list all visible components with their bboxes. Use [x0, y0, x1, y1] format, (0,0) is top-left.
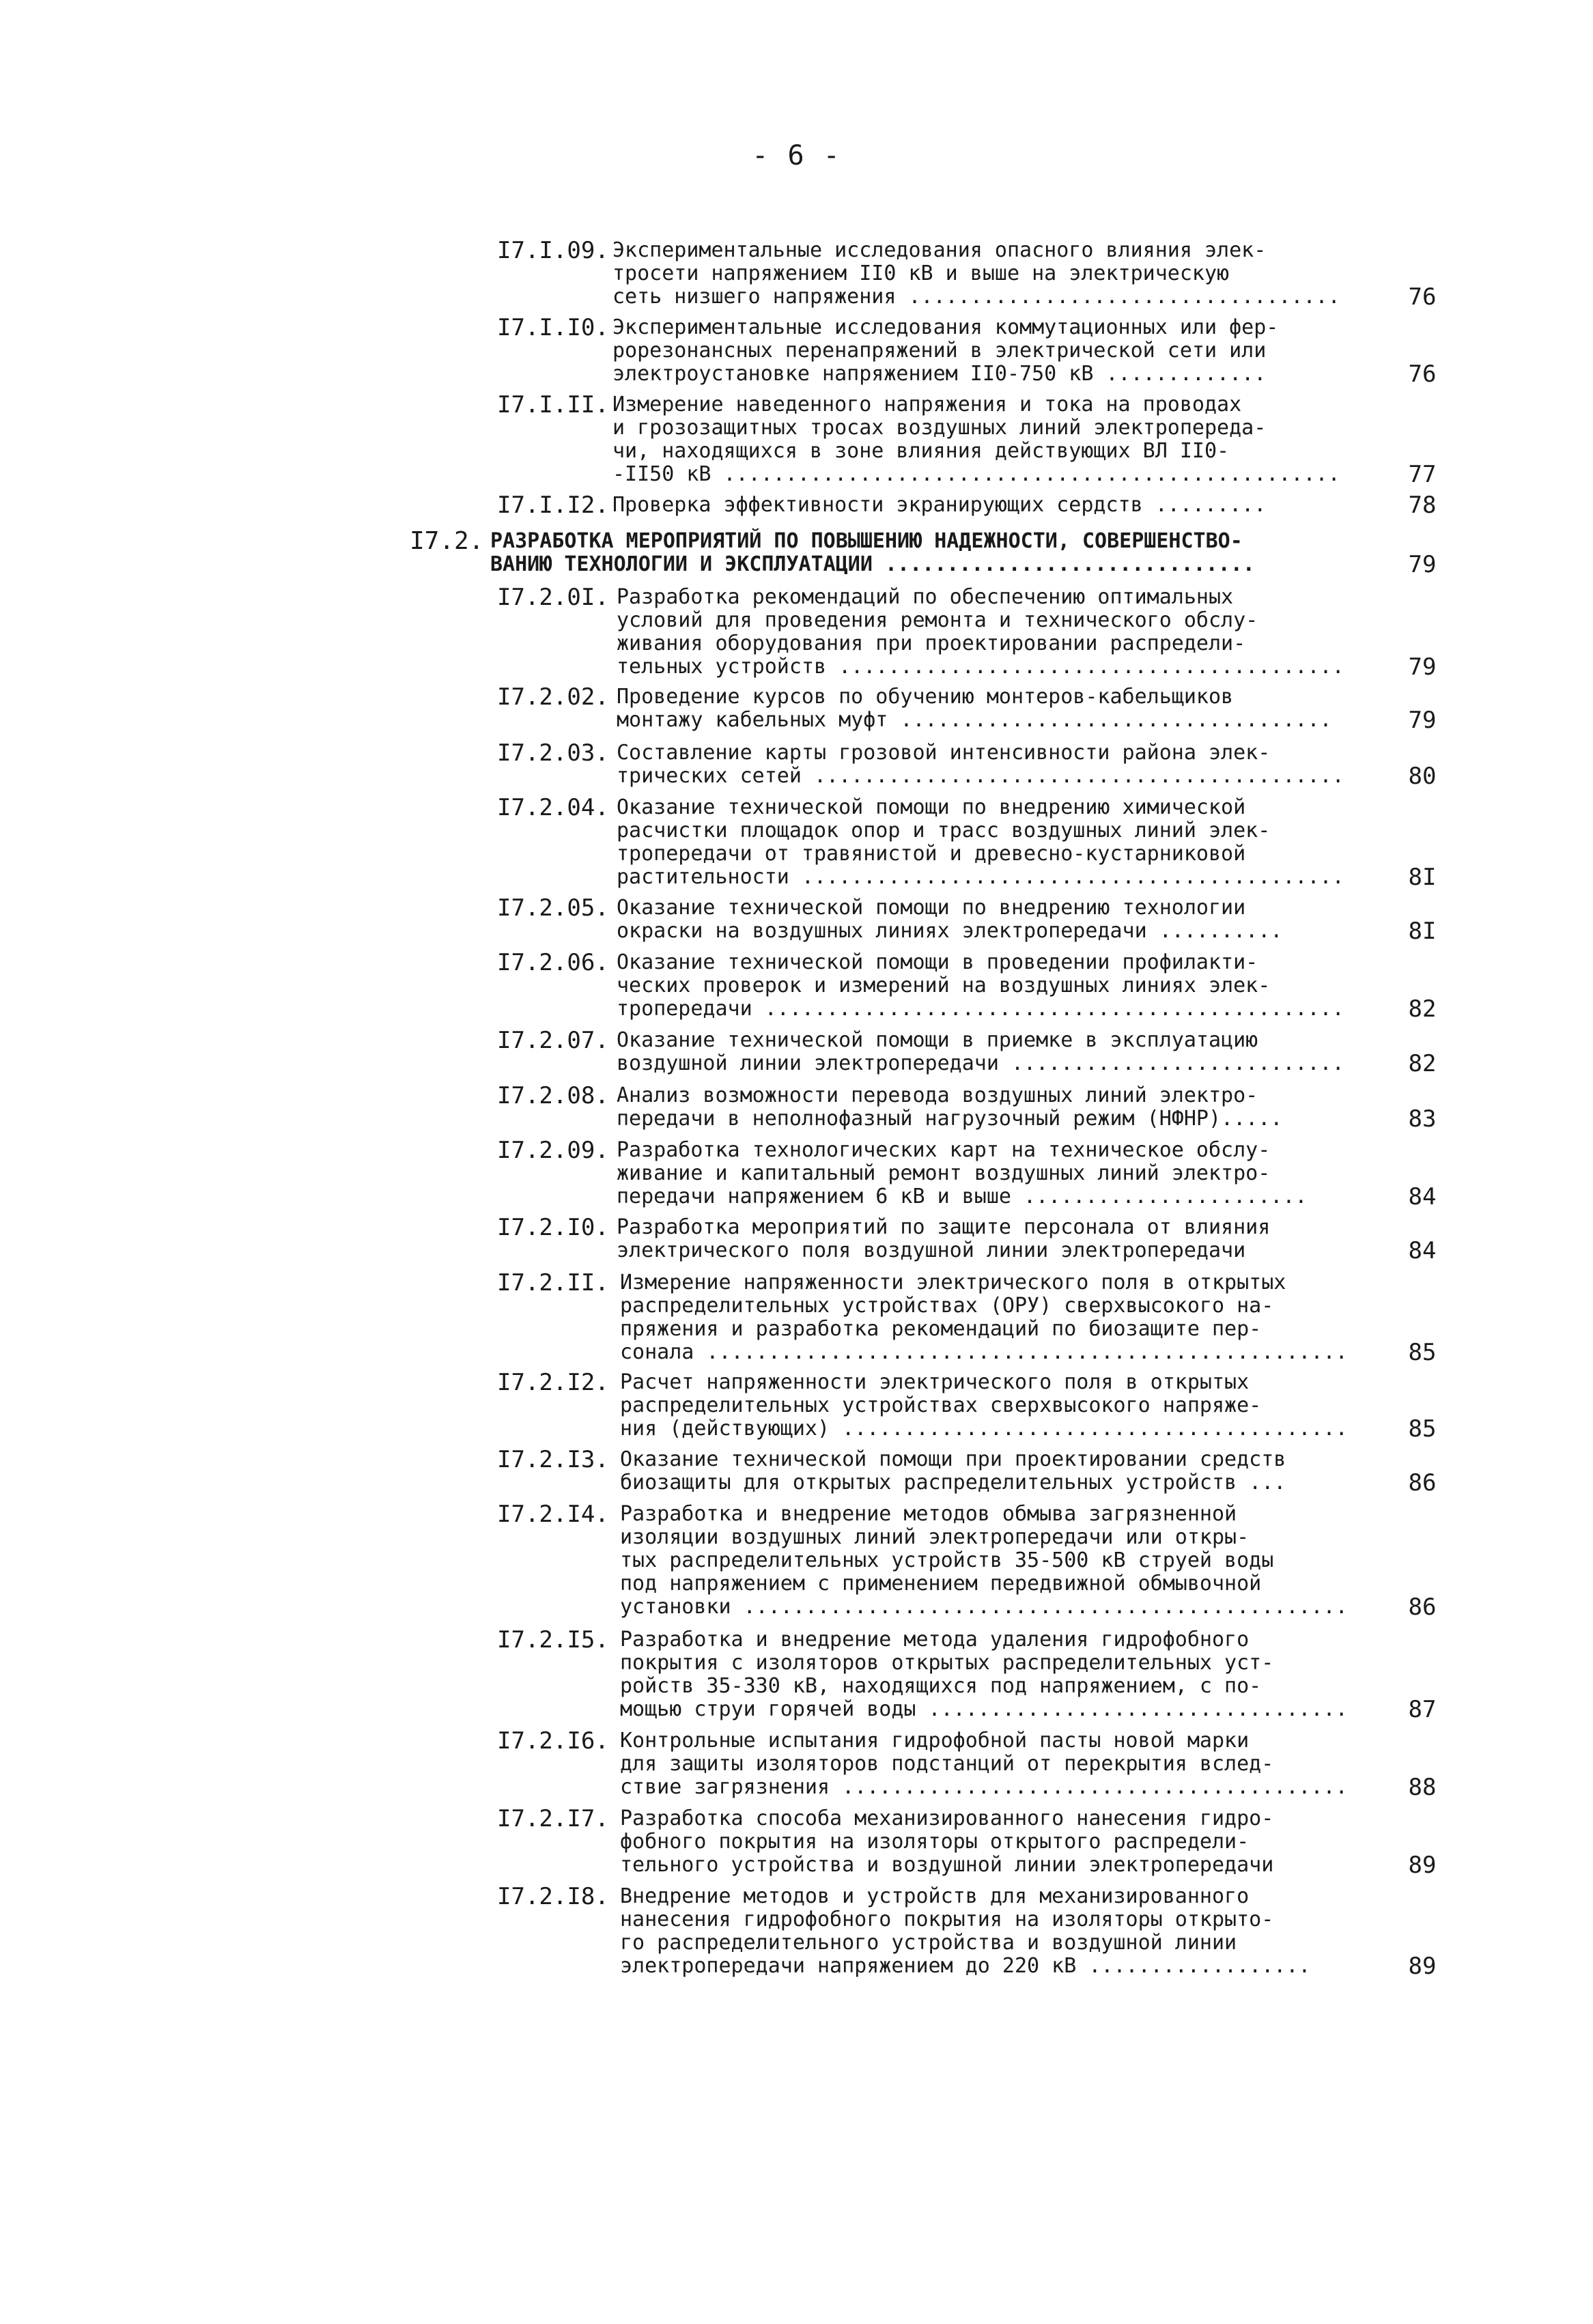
entry-number: I7.2.I3.	[497, 1446, 609, 1473]
entry-page: 82	[1408, 1050, 1437, 1077]
entry-number: I7.2.02.	[497, 683, 609, 711]
entry-number: I7.I.I2.	[497, 492, 609, 519]
entry-page: 86	[1408, 1593, 1437, 1621]
entry-number: I7.2.07.	[497, 1027, 609, 1054]
entry-title: Составление карты грозовой интенсивности района элек- трических сетей ...........................................	[617, 741, 1344, 788]
entry-page: 76	[1408, 283, 1437, 311]
entry-number: I7.2.I8.	[497, 1883, 609, 1910]
entry-number: I7.2.I2.	[497, 1369, 609, 1396]
entry-title: Проведение курсов по обучению монтеров-кабельщиков монтажу кабельных муфт ...................................	[617, 685, 1332, 732]
entry-number: I7.I.II.	[497, 391, 609, 419]
entry-page: 76	[1408, 360, 1437, 388]
entry-title: Измерение напряженности электрического поля в открытых распределительных устройствах (ОРУ) сверхвысокого на- пряжения и разработка рекомендаций по биозащите пер- сонала ....................................................	[620, 1271, 1348, 1364]
entry-page: 82	[1408, 995, 1437, 1023]
entry-title: Оказание технической помощи в приемке в эксплуатацию воздушной линии электропередачи ...........................	[617, 1028, 1344, 1075]
entry-title: Оказание технической помощи по внедрению химической расчистки площадок опор и трасс воздушных линий элек- тропередачи от травянистой и древесно-кустарниковой растительности ............................................	[617, 795, 1344, 889]
entry-title: Анализ возможности перевода воздушных линий электро- передачи в неполнофазный нагрузочный режим (НФНР).....	[617, 1083, 1283, 1131]
entry-title: Разработка и внедрение методов обмыва загрязненной изоляции воздушных линий электропередачи или откры- тых распределительных устройств 35-500 кВ струей воды под напряжением с применением передвижной обмывочной установки .................................................	[620, 1502, 1348, 1619]
entry-title: Экспериментальные исследования коммутационных или фер- рорезонансных перенапряжений в электрической сети или электроустановке напряжением II0-750 кВ .............	[612, 315, 1279, 386]
entry-number: I7.2.0I.	[497, 584, 609, 611]
entry-title: Оказание технической помощи по внедрению технологии окраски на воздушных линиях электропередачи ..........	[617, 896, 1283, 943]
entry-number: I7.2.I7.	[497, 1805, 609, 1832]
entry-title: Экспериментальные исследования опасного влияния элек- тросети напряжением II0 кВ и выше на электрическую сеть низшего напряжения ...................................	[612, 238, 1340, 309]
entry-page: 80	[1408, 763, 1437, 790]
entry-page: 79	[1408, 707, 1437, 734]
entry-number: I7.2.I4.	[497, 1501, 609, 1528]
entry-number: I7.2.04.	[497, 794, 609, 821]
entry-number: I7.2.09.	[497, 1137, 609, 1164]
entry-number: I7.2.II.	[497, 1269, 609, 1296]
entry-page: 84	[1408, 1183, 1437, 1210]
entry-page: 84	[1408, 1237, 1437, 1264]
entry-page: 85	[1408, 1339, 1437, 1366]
page-number: - 6 -	[752, 140, 841, 171]
entry-number: I7.2.08.	[497, 1082, 609, 1109]
entry-number: I7.2.I6.	[497, 1727, 609, 1755]
entry-page: 8I	[1408, 864, 1437, 891]
entry-title: Разработка технологических карт на техническое обслу- живание и капитальный ремонт воздушных линий электро- передачи напряжением 6 кВ и выше .......................	[617, 1138, 1308, 1208]
entry-number: I7.I.09.	[497, 237, 609, 264]
entry-page: 89	[1408, 1852, 1437, 1879]
entry-page: 86	[1408, 1469, 1437, 1497]
entry-number: I7.2.I0.	[497, 1214, 609, 1241]
entry-title: Разработка способа механизированного нанесения гидро- фобного покрытия на изоляторы открытого распредели- тельного устройства и воздушной линии электропередачи	[620, 1806, 1274, 1877]
entry-page: 79	[1408, 653, 1437, 681]
entry-number: I7.2.05.	[497, 894, 609, 922]
entry-page: 78	[1408, 492, 1437, 519]
entry-number: I7.2.I5.	[497, 1626, 609, 1654]
entry-page: 88	[1408, 1774, 1437, 1801]
entry-page: 85	[1408, 1415, 1437, 1443]
entry-number: I7.2.06.	[497, 949, 609, 976]
entry-page: 83	[1408, 1105, 1437, 1133]
entry-page: 89	[1408, 1953, 1437, 1980]
entry-title: Расчет напряженности электрического поля в открытых распределительных устройствах сверхвысокого напряже- ния (действующих) .........................................	[620, 1370, 1348, 1441]
entry-title: Внедрение методов и устройств для механизированного нанесения гидрофобного покрытия на изоляторы открыто- го распределительного устройства и воздушной линии электропередачи напряжением до 220 кВ ..................	[620, 1884, 1311, 1978]
entry-title: Оказание технической помощи в проведении профилакти- ческих проверок и измерений на воздушных линиях элек- тропередачи ...............................................	[617, 950, 1344, 1021]
section-number: I7.2.	[410, 527, 484, 555]
entry-title: Разработка рекомендаций по обеспечению оптимальных условий для проведения ремонта и технического обслу- живания оборудования при проектировании распредели- тельных устройств .........................................	[617, 585, 1344, 679]
entry-number: I7.I.I0.	[497, 314, 609, 341]
section-title: РАЗРАБОТКА МЕРОПРИЯТИЙ ПО ПОВЫШЕНИЮ НАДЕЖНОСТИ, СОВЕРШЕНСТВО- ВАНИЮ ТЕХНОЛОГИИ И ЭКСПЛУАТАЦИИ ..............................	[490, 529, 1255, 576]
entry-page: 79	[1408, 551, 1437, 578]
entry-page: 77	[1408, 461, 1437, 488]
entry-title: Проверка эффективности экранирующих сердств .........	[612, 493, 1267, 517]
entry-title: Разработка мероприятий по защите персонала от влияния электрического поля воздушной линии электропередачи	[617, 1215, 1271, 1262]
entry-title: Разработка и внедрение метода удаления гидрофобного покрытия с изоляторов открытых распределительных уст- ройств 35-330 кВ, находящихся под напряжением, с по- мощью струи горячей воды ..................................	[620, 1628, 1348, 1721]
entry-title: Измерение наведенного напряжения и тока на проводах и грозозащитных тросах воздушных линий электропереда- чи, находящихся в зоне влияния действующих ВЛ II0- -II50 кВ ..................................................	[612, 393, 1340, 486]
entry-title: Оказание технической помощи при проектировании средств биозащиты для открытых распределительных устройств ...	[620, 1447, 1286, 1494]
entry-page: 8I	[1408, 918, 1437, 945]
entry-title: Контрольные испытания гидрофобной пасты новой марки для защиты изоляторов подстанций от перекрытия вслед- ствие загрязнения .........................................	[620, 1729, 1348, 1799]
entry-page: 87	[1408, 1696, 1437, 1723]
entry-number: I7.2.03.	[497, 739, 609, 767]
